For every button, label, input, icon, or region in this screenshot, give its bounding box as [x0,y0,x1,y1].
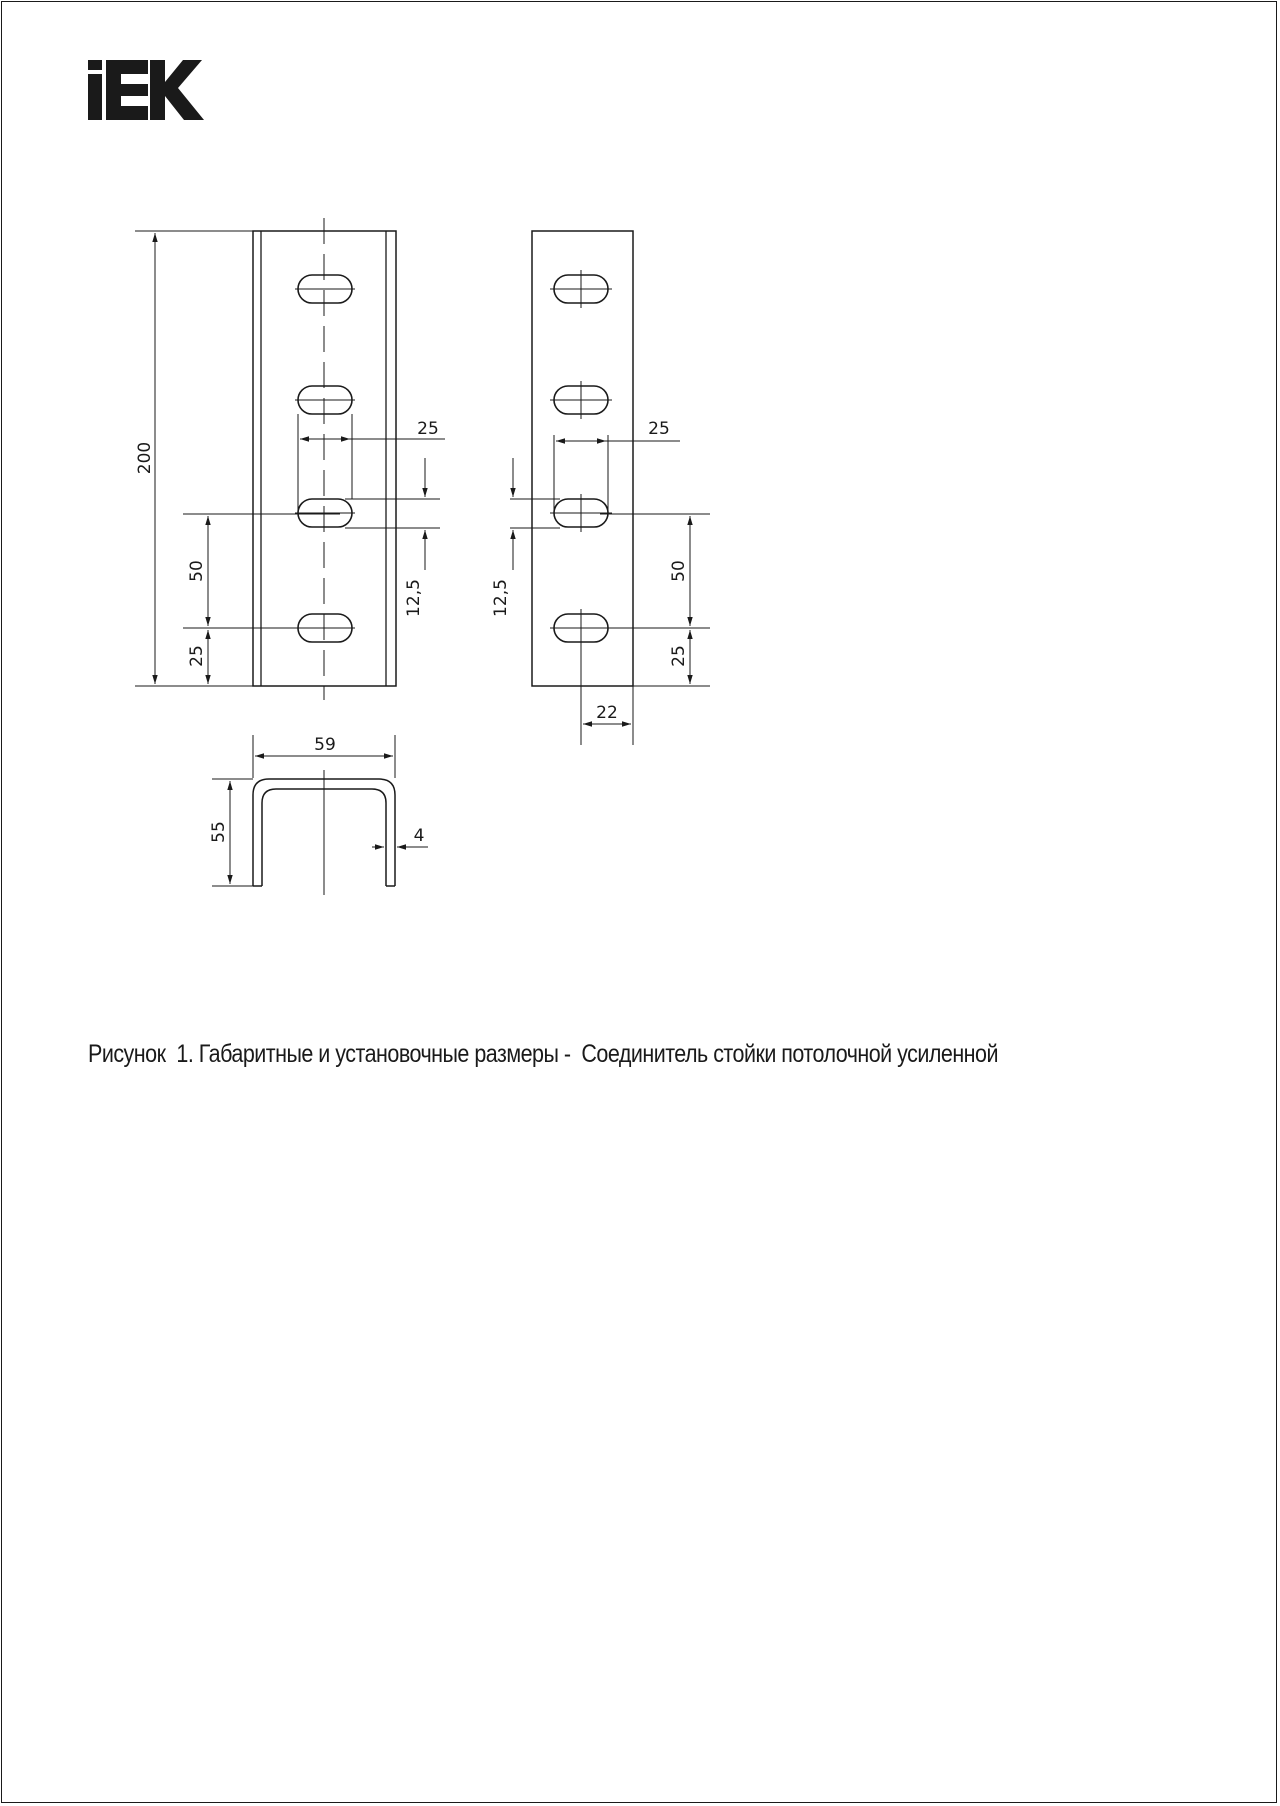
dim-label-25-side: 25 [669,645,689,667]
dim-label-22: 22 [596,703,618,723]
dimension-50-25-side [600,514,710,686]
dim-label-55: 55 [209,821,229,843]
dim-label-4: 4 [413,826,425,846]
dim-label-50-side: 50 [669,560,689,582]
dimension-slot-width-side [510,458,560,570]
figure-caption: Рисунок 1. Габаритные и установочные размеры - Соединитель стойки потолочной усиленной [88,1040,998,1068]
section-view [253,770,395,895]
dim-label-25-front: 25 [187,645,207,667]
dim-label-12-5-side: 12,5 [491,579,511,617]
dim-label-12-5-front: 12,5 [404,579,424,617]
dimension-slot-length-side [554,435,680,512]
dimension-22 [581,645,633,745]
dim-label-59: 59 [314,735,336,755]
dim-label-200: 200 [135,441,155,475]
dimension-slot-width-front [345,458,440,570]
dim-label-50-front: 50 [187,560,207,582]
side-view [532,231,633,686]
dim-label-25-slot-side: 25 [648,419,670,439]
dim-label-25-slot-front: 25 [417,419,439,439]
